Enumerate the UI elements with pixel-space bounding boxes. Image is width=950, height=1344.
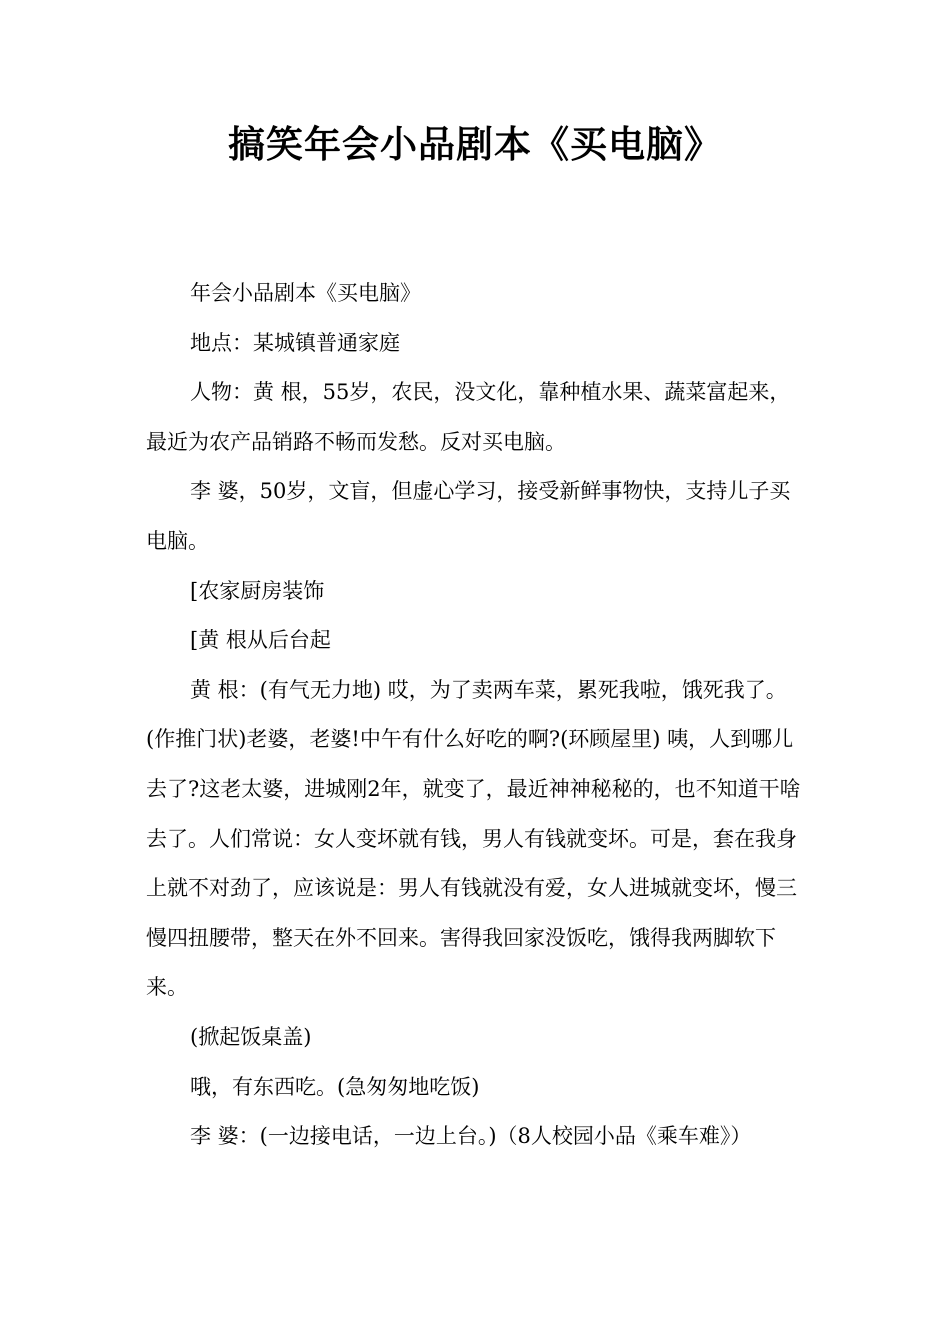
paragraph-huanggen-monologue: 黄 根：(有气无力地) 哎，为了卖两车菜，累死我啦，饿死我了。(作推门状)老婆，老婆!中午有什么好吃的啊?(环顾屋里) 咦，人到哪儿去了?这老太婆，进城刚2年，就变了，最近神神秘秘的，也不知道干啥去了。人们常说：女人变坏就有钱，男人有钱就变坏。可是，套在我身上就不对劲了，应该说是：男人有钱就没有爱，女人进城就变坏，慢三慢四扭腰带，整天在外不回来。害得我回家没饭吃，饿得我两脚软下来。 bbox=[146, 677, 801, 1000]
paragraph-stage-direction: (掀起饭桌盖) bbox=[190, 1024, 312, 1049]
paragraph-heading: 年会小品剧本《买电脑》 bbox=[190, 281, 421, 305]
paragraph-stage-setting: [农家厨房装饰 bbox=[190, 578, 325, 603]
paragraph-character-huanggen: 人物：黄 根，55岁，农民，没文化，靠种植水果、蔬菜富起来，最近为农产品销路不畅而发愁。反对买电脑。 bbox=[146, 380, 791, 454]
paragraph-location: 地点：某城镇普通家庭 bbox=[190, 330, 400, 355]
script-body bbox=[146, 269, 808, 1162]
paragraph-character-lipo: 李 婆，50岁，文盲，但虚心学习，接受新鲜事物快，支持儿子买电脑。 bbox=[146, 479, 791, 553]
paragraph-eating: 哦，有东西吃。(急匆匆地吃饭) bbox=[190, 1074, 480, 1099]
paragraph-stage-entrance: [黄 根从后台起 bbox=[190, 628, 331, 653]
document-title: 搞笑年会小品剧本《买电脑》 bbox=[228, 122, 722, 166]
paragraph-lipo-enters: 李 婆：(一边接电话，一边上台。)（8人校园小品《乘车难》） bbox=[190, 1124, 752, 1149]
